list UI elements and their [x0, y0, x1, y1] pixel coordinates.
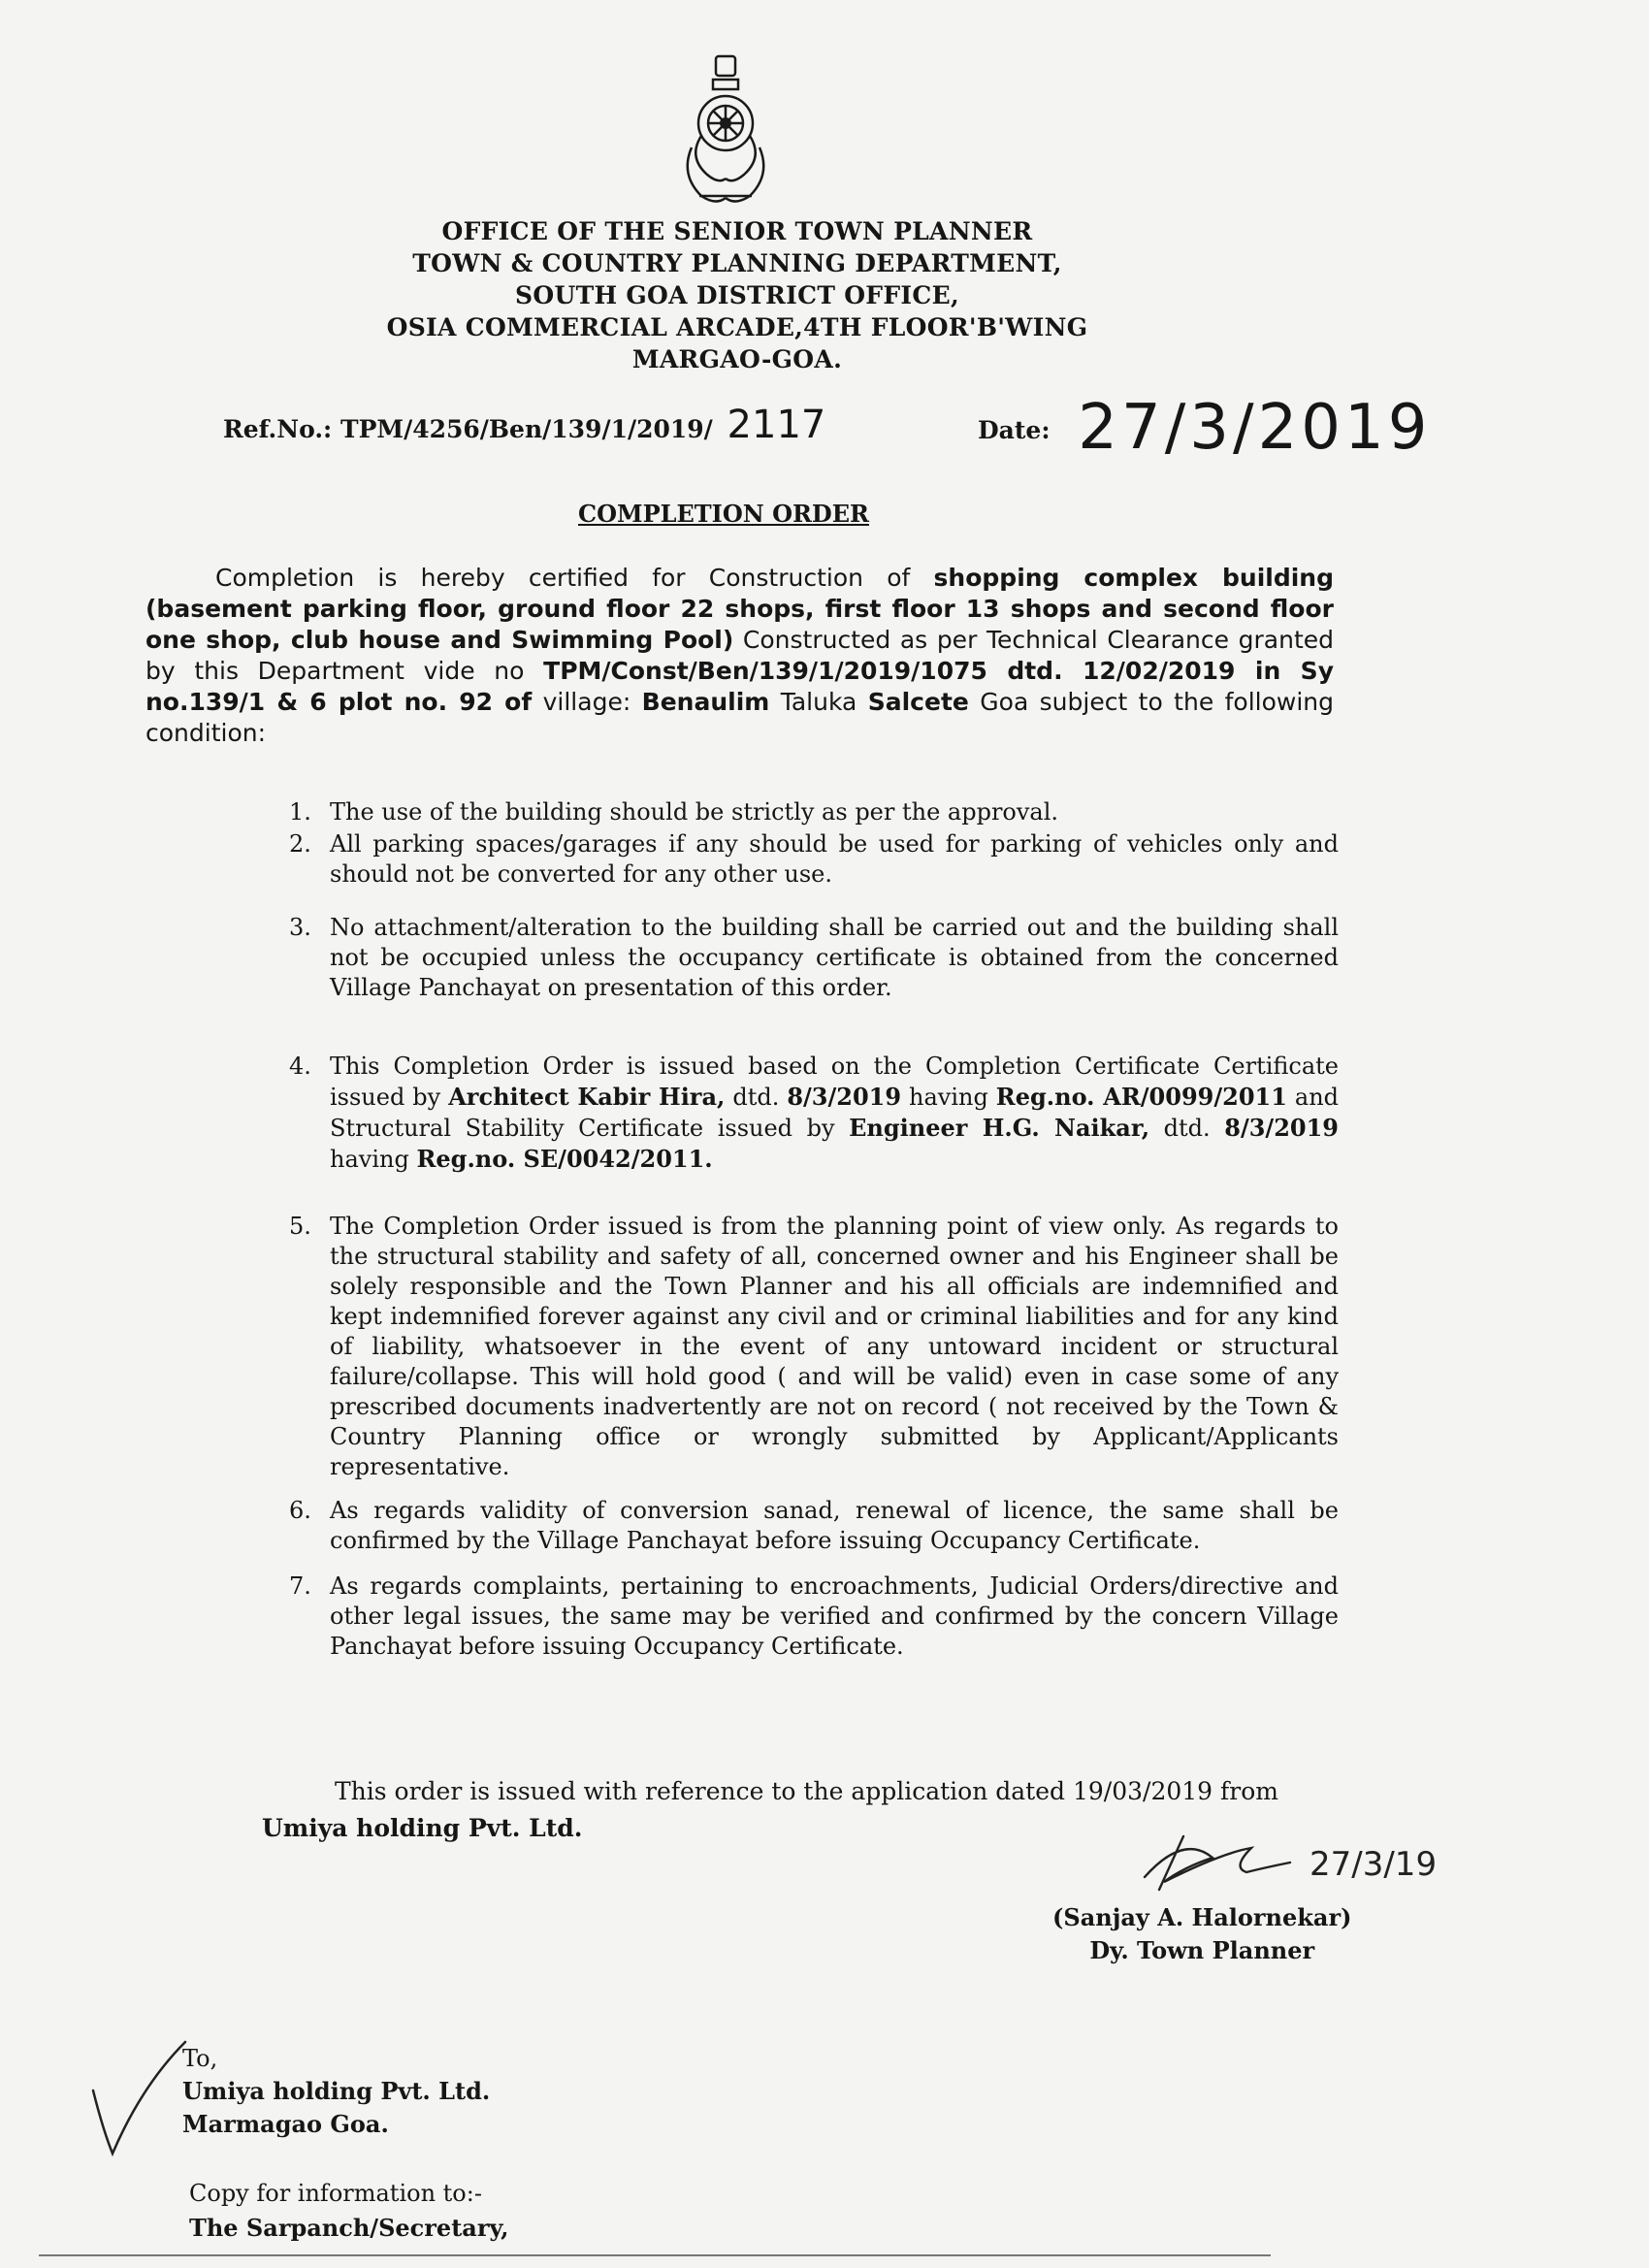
conditions-list [281, 797, 1339, 1662]
intro-text-4: Taluka [769, 688, 868, 716]
condition-text: having [330, 1146, 417, 1173]
ref-number: TPM/4256/Ben/139/1/2019/ [340, 415, 713, 443]
condition-item [281, 1496, 1339, 1556]
condition-text: This Completion Order is issued based on the Completion Certificate Certificate issued by [330, 1053, 1339, 1111]
reference-number [223, 403, 825, 447]
signer-name: (Sanjay A. Halornekar) [1052, 1903, 1352, 1931]
addressee-block [182, 2042, 490, 2141]
header-line-3: SOUTH GOA DISTRICT OFFICE, [515, 281, 959, 309]
condition-text: having [901, 1084, 996, 1111]
copy-recipient: The Sarpanch/Secretary, [189, 2214, 509, 2242]
architect-reg-no: Reg.no. AR/0099/2011 [995, 1083, 1287, 1111]
intro-paragraph [146, 563, 1334, 749]
condition-item [281, 797, 1339, 827]
signatory [1052, 1901, 1351, 1967]
condition-item [281, 829, 1339, 890]
engineer-date: 8/3/2019 [1224, 1114, 1339, 1142]
condition-text: and Structural Stability Certificate issued by [330, 1084, 1340, 1142]
condition-item [281, 1212, 1339, 1482]
header-line-2: TOWN & COUNTRY PLANNING DEPARTMENT, [412, 249, 1062, 277]
date-label: Date: [978, 416, 1051, 444]
architect-date: 8/3/2019 [787, 1083, 902, 1111]
to-place: Marmagao Goa. [182, 2110, 389, 2138]
condition-text: The Completion Order issued is from the planning point of view only. As regards to the structural stability and safety of all, concerned owner and his Engineer shall be solely responsible and the Town Planner and his all officials are indemnified and kept indemnified forever against any civil and or criminal liabilities and for any kind of liability, whatsoever in the event of any untoward incident or structural failure/collapse. This will hold good ( and will be valid) even in case some of any prescribed documents inadvertently are not on record ( not received by the Town & Country Planning office or wrongly submitted by Applicant/Applicants representative. [330, 1213, 1339, 1480]
condition-number: 3. [289, 914, 311, 941]
intro-bold-3: Benaulim [641, 688, 770, 716]
office-header [369, 215, 1106, 375]
intro-bold-4: Salcete [867, 688, 969, 716]
ref-label: Ref.No.: [223, 415, 333, 443]
condition-text: All parking spaces/garages if any should be used for parking of vehicles only and should not be converted for any other use. [330, 830, 1339, 888]
condition-text: dtd. [725, 1084, 788, 1111]
intro-bold-1: shopping complex building (basement parking floor, ground floor 22 shops, first floor 13 shops and second floor one shop, club house and Swimming Pool) [146, 564, 1334, 654]
condition-number: 7. [289, 1572, 311, 1600]
order-date [978, 392, 1431, 464]
engineer-reg-no: Reg.no. SE/0042/2011. [416, 1145, 713, 1173]
condition-number: 2. [289, 830, 311, 858]
intro-text-1: Completion is hereby certified for Construction of [215, 564, 934, 592]
to-name: Umiya holding Pvt. Ltd. [182, 2077, 491, 2105]
document-title: COMPLETION ORDER [578, 500, 869, 528]
condition-number: 1. [289, 798, 311, 826]
condition-text: dtd. [1149, 1115, 1225, 1142]
closing-line: This order is issued with reference to the application dated 19/03/2019 from [335, 1777, 1278, 1805]
condition-item [281, 1052, 1339, 1175]
condition-number: 5. [289, 1213, 311, 1240]
intro-bold-2: TPM/Const/Ben/139/1/2019/1075 dtd. 12/02/2019 in Sy no.139/1 & 6 plot no. 92 of [146, 657, 1334, 716]
signature-mark [1125, 1829, 1455, 1896]
architect-name: Architect Kabir Hira, [448, 1083, 726, 1111]
date-handwritten: 27/3/2019 [1078, 392, 1432, 464]
condition-item [281, 1571, 1339, 1662]
condition-text: The use of the building should be strictly as per the approval. [330, 798, 1059, 826]
condition-text: No attachment/alteration to the building shall be carried out and the building shall not be occupied unless the occupancy certificate is obtained from the concerned Village Panchayat on presentation of this order. [330, 914, 1339, 1001]
header-line-5: MARGAO-GOA. [631, 345, 843, 373]
check-mark-icon [85, 2037, 192, 2163]
intro-text-2: Constructed as per Technical Clearance granted by this Department vide no [146, 626, 1334, 685]
header-line-4: OSIA COMMERCIAL ARCADE,4TH FLOOR'B'WING [386, 313, 1088, 341]
condition-item [281, 913, 1339, 1003]
to-label: To, [182, 2045, 218, 2072]
condition-text: As regards validity of conversion sanad, renewal of licence, the same shall be confirmed by the Village Panchayat before issuing Occupancy Certificate. [330, 1497, 1339, 1554]
goa-emblem-icon [663, 50, 789, 215]
engineer-name: Engineer H.G. Naikar, [849, 1114, 1150, 1142]
ref-handwritten-number: 2117 [727, 403, 826, 447]
header-line-1: OFFICE OF THE SENIOR TOWN PLANNER [441, 217, 1033, 245]
copy-label: Copy for information to:- [189, 2180, 482, 2207]
condition-number: 4. [289, 1053, 311, 1080]
intro-text-5: Goa subject to the following condition: [146, 688, 1334, 747]
copy-block [189, 2176, 508, 2246]
condition-number: 6. [289, 1497, 311, 1524]
signature-date: 27/3/19 [1310, 1845, 1438, 1884]
intro-text-3: village: [532, 688, 642, 716]
scan-edge-divider [39, 2254, 1271, 2256]
applicant-name: Umiya holding Pvt. Ltd. [262, 1814, 583, 1842]
condition-text: As regards complaints, pertaining to encroachments, Judicial Orders/directive and other legal issues, the same may be verified and confirmed by the concern Village Panchayat before issuing Occupancy Certificate. [330, 1572, 1339, 1660]
signer-designation: Dy. Town Planner [1089, 1936, 1315, 1964]
